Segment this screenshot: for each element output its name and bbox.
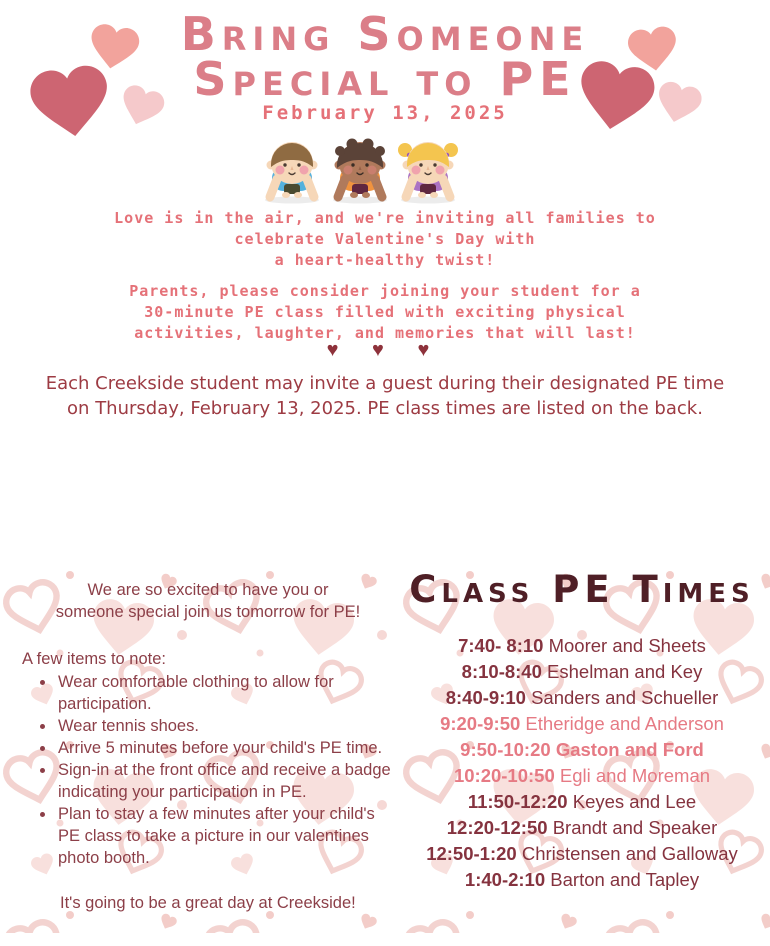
invite-line: Each Creekside student may invite a guest during their designated PE time [45, 373, 725, 394]
schedule-row [402, 841, 762, 867]
schedule-heading: Class PE Times [409, 568, 755, 611]
intro-paragraph-2 [0, 281, 770, 344]
class-time: 7:40- 8:10 [458, 635, 544, 656]
intro-line: Parents, please consider joining your student for a [129, 282, 641, 300]
schedule-list [402, 633, 762, 893]
list-item: • Sign-in at the front office and receive a badge indicating your participation in PE. [56, 759, 394, 803]
notes-intro-line2: someone special join us tomorrow for PE! [55, 603, 361, 621]
class-teachers: Egli and Moreman [559, 765, 711, 786]
list-item: • Wear comfortable clothing to allow for participation. [56, 671, 394, 715]
intro-paragraph-1 [0, 208, 770, 271]
notes-list [22, 671, 394, 869]
page-title-line2: Special to PE [193, 52, 577, 106]
schedule-column [402, 569, 762, 893]
class-time: 12:50-1:20 [426, 843, 517, 864]
list-item: • Wear tennis shoes. [56, 715, 394, 737]
notes-intro-line1: We are so excited to have you or [87, 581, 329, 599]
intro-line: activities, laughter, and memories that will last! [134, 324, 636, 342]
class-time: 9:20-9:50 [440, 713, 521, 734]
notes-column [22, 579, 394, 914]
class-teachers: Gaston and Ford [555, 739, 704, 760]
list-item: • Plan to stay a few minutes after your child's PE class to take a picture in our valentines photo booth. [56, 803, 394, 869]
three-children-pushups-illustration [262, 137, 462, 205]
class-time: 12:20-12:50 [446, 817, 548, 838]
kid-girl-pigtails-purple-shirt [398, 142, 458, 204]
class-time: 10:20-10:50 [453, 765, 555, 786]
intro-line: celebrate Valentine's Day with [234, 230, 536, 248]
notes-list-title: A few items to note: [22, 650, 166, 668]
schedule-row [402, 763, 762, 789]
intro-line: 30-minute PE class filled with exciting physical [144, 303, 626, 321]
heart-icon: ♥ ♥ ♥ [326, 339, 444, 361]
class-time: 1:40-2:10 [464, 869, 546, 890]
list-item: • Arrive 5 minutes before your child's PE time. [56, 737, 394, 759]
class-time: 9:50-10:20 [460, 739, 551, 760]
invite-line: on Thursday, February 13, 2025. PE class times are listed on the back. [67, 398, 703, 419]
notes-intro [22, 579, 394, 623]
kid-boy-blue-shirt [265, 142, 319, 204]
class-teachers: Brandt and Speaker [552, 817, 718, 838]
class-teachers: Barton and Tapley [550, 869, 700, 890]
class-teachers: Sanders and Schueller [531, 687, 719, 708]
back-page-section [0, 563, 770, 933]
class-time: 8:40-9:10 [445, 687, 526, 708]
schedule-row [402, 711, 762, 737]
schedule-row [402, 659, 762, 685]
class-time: 11:50-12:20 [467, 791, 568, 812]
kid-curly-hair-orange-shirt [333, 139, 387, 204]
schedule-row [402, 685, 762, 711]
intro-line: Love is in the air, and we're inviting all families to [114, 209, 656, 227]
class-teachers: Etheridge and Anderson [525, 713, 724, 734]
schedule-row [402, 789, 762, 815]
invite-text [0, 371, 770, 421]
page-title-line1: Bring Someone [180, 7, 590, 61]
class-teachers: Moorer and Sheets [548, 635, 706, 656]
closing-line: It's going to be a great day at Creekside! [60, 894, 356, 912]
schedule-row [402, 633, 762, 659]
class-teachers: Eshelman and Key [547, 661, 703, 682]
class-teachers: Christensen and Galloway [521, 843, 738, 864]
class-time: 8:10-8:40 [461, 661, 542, 682]
schedule-row [402, 867, 762, 893]
event-date: February 13, 2025 [262, 102, 508, 124]
schedule-row [402, 737, 762, 763]
page-title [0, 7, 770, 106]
schedule-row [402, 815, 762, 841]
intro-line: a heart-healthy twist! [274, 251, 496, 269]
class-teachers: Keyes and Lee [572, 791, 697, 812]
